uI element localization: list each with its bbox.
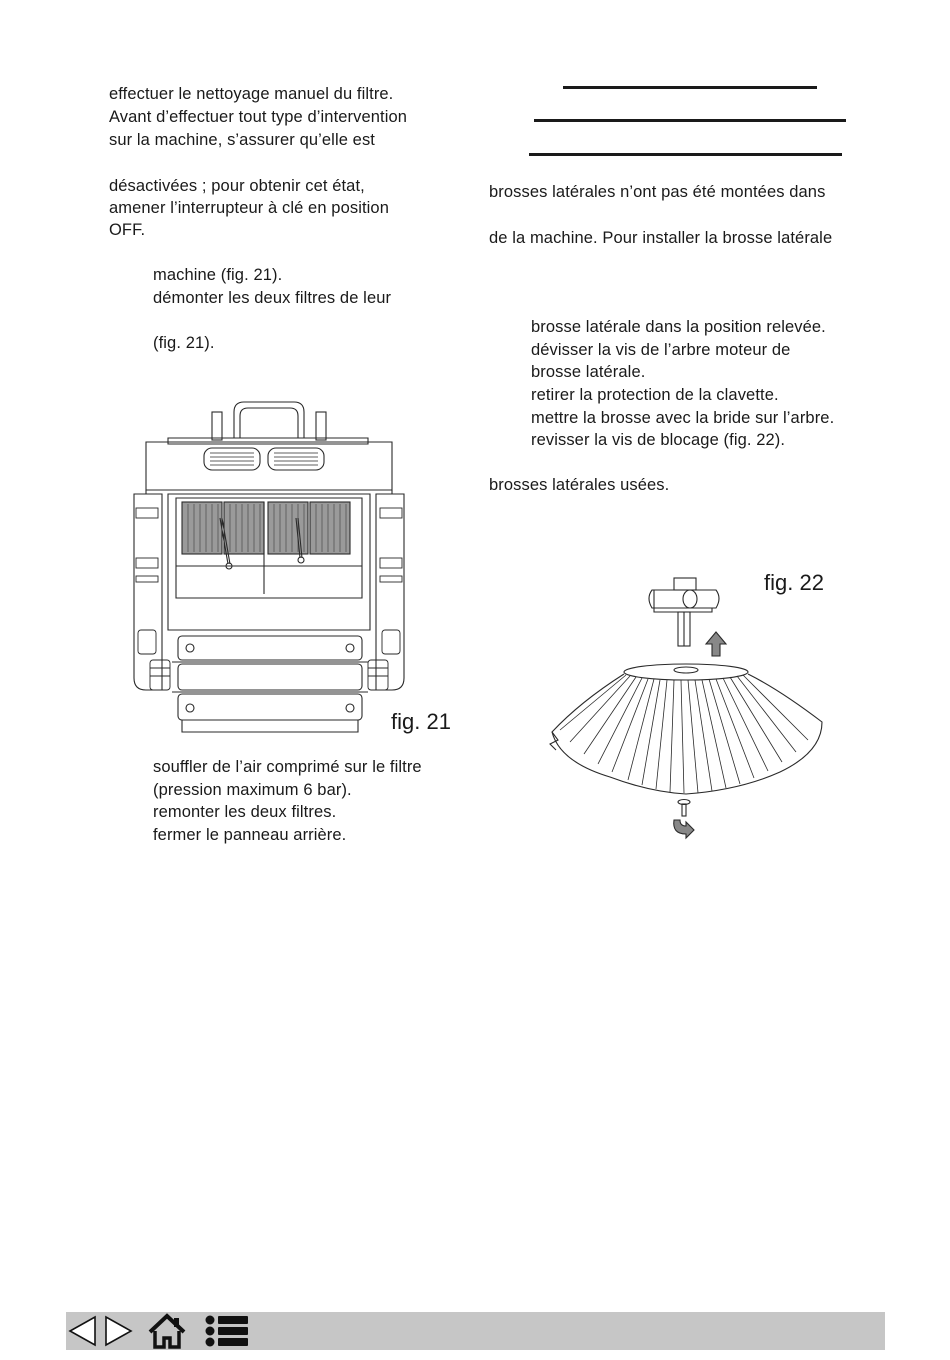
fig22-side-brush-illustration xyxy=(540,572,830,844)
redaction-rule xyxy=(534,119,846,122)
text-line: sur la machine, s’assurer qu’elle est xyxy=(109,131,375,149)
step-text: (pression maximum 6 bar). xyxy=(153,781,352,799)
redaction-rule xyxy=(529,153,842,156)
text-line: désactivées ; pour obtenir cet état, xyxy=(109,177,365,195)
step-text: démonter les deux filtres de leur xyxy=(153,289,392,307)
table-of-contents-icon[interactable] xyxy=(202,1312,252,1350)
step-text: machine (fig. 21). xyxy=(153,266,283,284)
text-line: brosses latérales n’ont pas été montées dans xyxy=(489,183,826,201)
step-text: souffler de l’air comprimé sur le filtre xyxy=(153,758,422,776)
step-text: remonter les deux filtres. xyxy=(153,803,337,821)
step-text: retirer la protection de la clavette. xyxy=(531,386,779,404)
text-line: amener l’interrupteur à clé en position xyxy=(109,199,389,217)
step-text: dévisser la vis de l’arbre moteur de xyxy=(531,341,791,359)
text-line: brosses latérales usées. xyxy=(489,476,670,494)
text-line: OFF. xyxy=(109,221,146,239)
text-line: de la machine. Pour installer la brosse latérale xyxy=(489,229,833,247)
text-line: Avant d’effectuer tout type d’intervention xyxy=(109,108,408,126)
next-page-icon[interactable] xyxy=(102,1312,136,1350)
step-text: fermer le panneau arrière. xyxy=(153,826,347,844)
text-line: effectuer le nettoyage manuel du filtre. xyxy=(109,85,394,103)
fig21-machine-illustration xyxy=(128,398,410,744)
step-text: revisser la vis de blocage (fig. 22). xyxy=(531,431,786,449)
step-text: (fig. 21). xyxy=(153,334,215,352)
step-text: brosse latérale. xyxy=(531,363,646,381)
prev-page-icon[interactable] xyxy=(66,1312,100,1350)
step-text: brosse latérale dans la position relevée. xyxy=(531,318,826,336)
redaction-rule xyxy=(563,86,817,89)
home-icon[interactable] xyxy=(146,1312,188,1350)
fig21-label: fig. 21 xyxy=(391,709,451,734)
fig22-label: fig. 22 xyxy=(764,570,824,595)
step-text: mettre la brosse avec la bride sur l’arbre. xyxy=(531,409,835,427)
bottom-navigation-bar xyxy=(66,1312,885,1350)
